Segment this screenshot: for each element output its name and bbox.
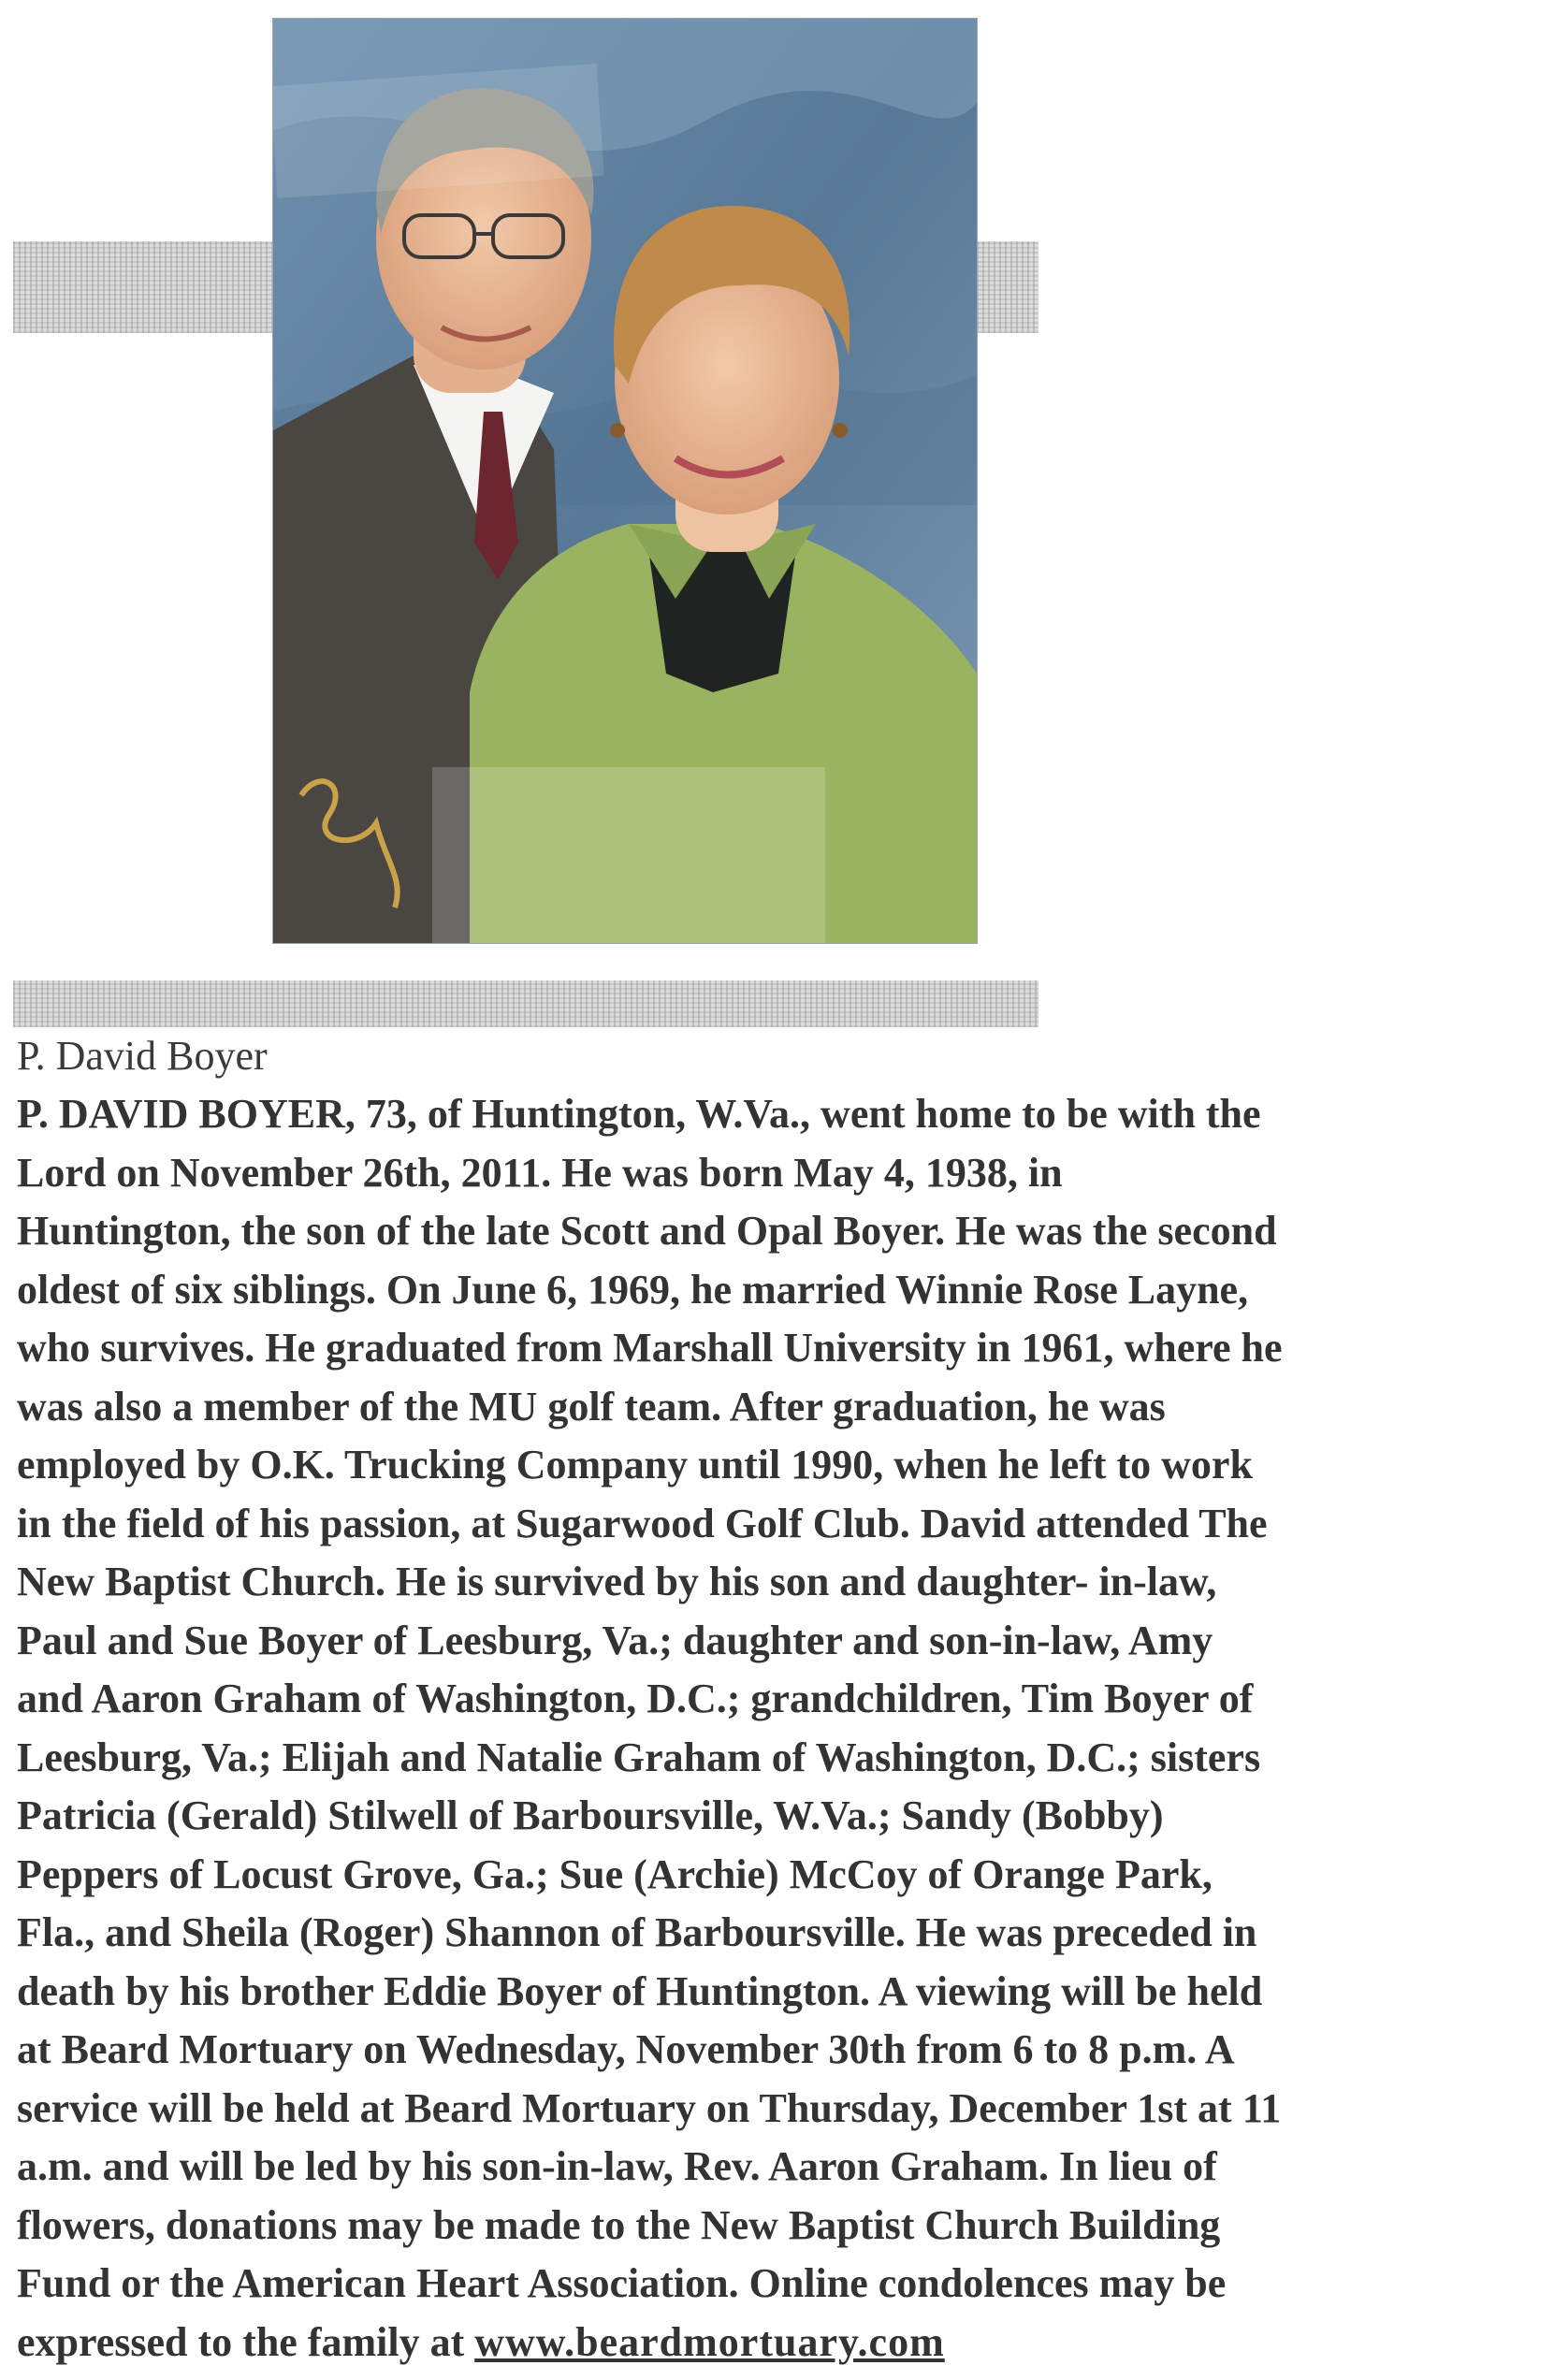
obituary-line: death by his brother Eddie Boyer of Huntington. A viewing will be held: [17, 1967, 1263, 2014]
obituary-line: New Baptist Church. He is survived by his son and daughter- in-law,: [17, 1559, 1217, 1604]
photo-tape-overlay: [273, 64, 604, 198]
obituary-line: who survives. He graduated from Marshall University in 1961, where he: [17, 1325, 1283, 1371]
photo-tape-overlay: [432, 767, 825, 943]
obituary-text-block: [17, 1027, 1542, 2365]
obituary-line: in the field of his passion, at Sugarwood Golf Club. David attended The: [17, 1500, 1268, 1546]
woman-earring-right: [833, 423, 848, 438]
obituary-line: Lord on November 26th, 2011. He was born May 4, 1938, in: [17, 1149, 1063, 1196]
obituary-line: flowers, donations may be made to the New Baptist Church Building: [17, 2201, 1221, 2248]
obituary-line: was also a member of the MU golf team. After graduation, he was: [17, 1383, 1166, 1429]
obituary-line: oldest of six siblings. On June 6, 1969, he married Winnie Rose Layne,: [17, 1266, 1249, 1313]
couple-portrait-photo: [273, 19, 977, 943]
obituary-line: Leesburg, Va.; Elijah and Natalie Graham of Washington, D.C.; sisters: [17, 1734, 1261, 1780]
obituary-line: service will be held at Beard Mortuary on Thursday, December 1st at 11: [17, 2084, 1282, 2131]
tape-strip-bottom: [13, 980, 1038, 1027]
obituary-line: at Beard Mortuary on Wednesday, November 30th from 6 to 8 p.m. A: [17, 2026, 1235, 2072]
obituary-line: P. DAVID BOYER, 73, of Huntington, W.Va., went home to be with the: [17, 1091, 1261, 1137]
obituary-body: [17, 1085, 1542, 2372]
portrait-illustration: [273, 19, 977, 943]
obituary-line: Paul and Sue Boyer of Leesburg, Va.; daughter and son-in-law, Amy: [17, 1617, 1213, 1663]
obituary-line: Huntington, the son of the late Scott and Opal Boyer. He was the second: [17, 1208, 1277, 1254]
obituary-line: and Aaron Graham of Washington, D.C.; grandchildren, Tim Boyer of: [17, 1676, 1254, 1721]
obituary-line: Patricia (Gerald) Stilwell of Barboursville, W.Va.; Sandy (Bobby): [17, 1792, 1164, 1838]
mortuary-website-link[interactable]: www.beardmortuary.com: [474, 2318, 945, 2365]
woman-earring-left: [610, 423, 625, 438]
tape-strip-top-left: [13, 241, 284, 333]
obituary-line: Peppers of Locust Grove, Ga.; Sue (Archie) McCoy of Orange Park,: [17, 1850, 1213, 1897]
obituary-line: a.m. and will be led by his son-in-law, Rev. Aaron Graham. In lieu of: [17, 2143, 1217, 2189]
obituary-line: Fla., and Sheila (Roger) Shannon of Barboursville. He was preceded in: [17, 1909, 1257, 1955]
obituary-last-line: [17, 2314, 1542, 2373]
obituary-heading: P. David Boyer: [17, 1033, 268, 1079]
obituary-line: employed by O.K. Trucking Company until 1990, when he left to work: [17, 1442, 1253, 1488]
obituary-line: Fund or the American Heart Association. Online condolences may be: [17, 2260, 1227, 2306]
obituary-line-prefix: expressed to the family at: [17, 2318, 475, 2365]
